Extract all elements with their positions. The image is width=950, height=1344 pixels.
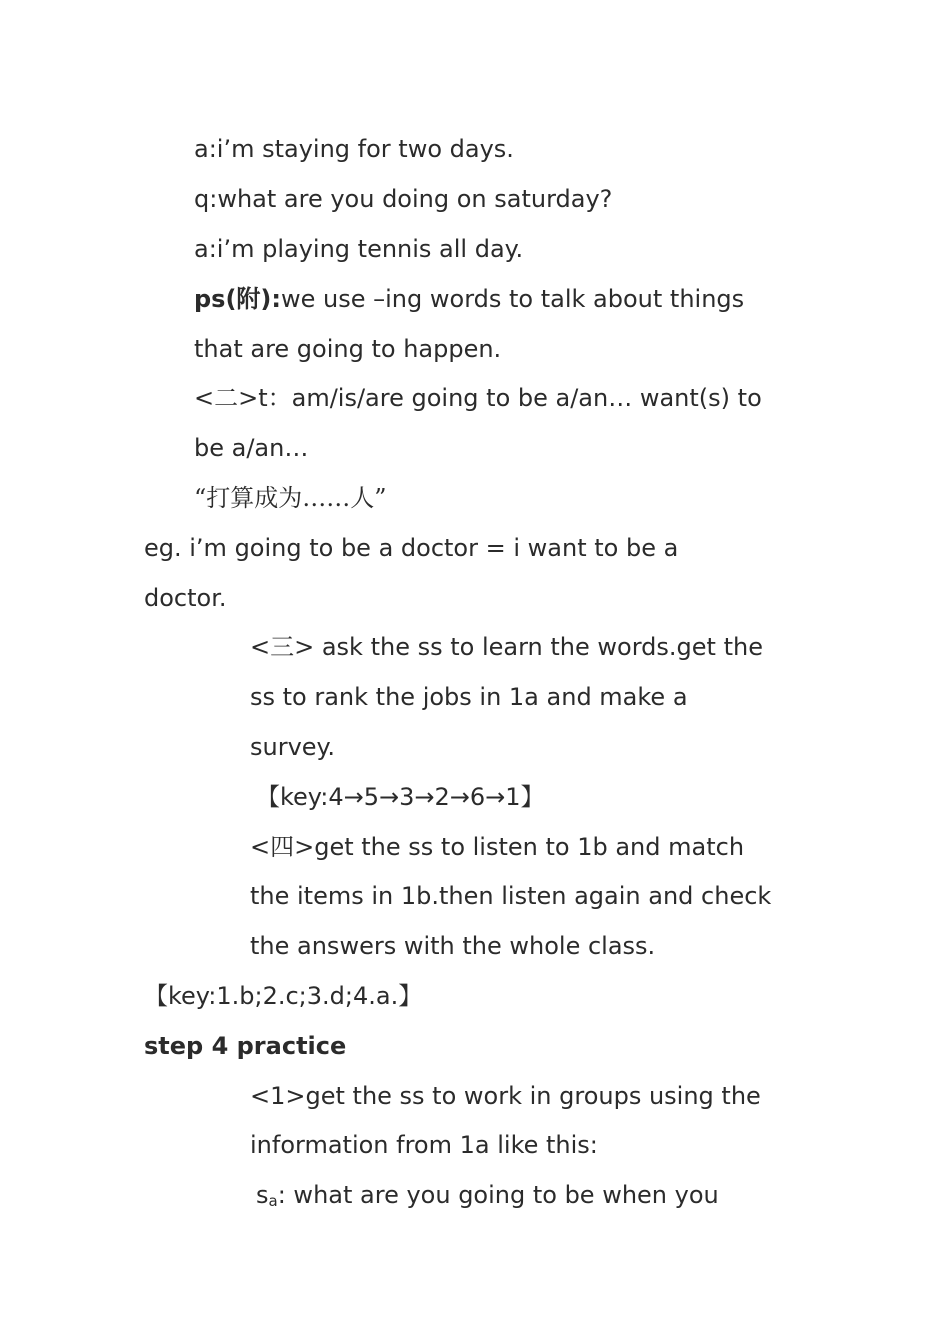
- text-line: be a/an…: [194, 434, 309, 462]
- section-text: ask the ss to learn the words.get the: [314, 633, 763, 661]
- text-line: <1>get the ss to work in groups using the: [250, 1082, 761, 1110]
- speaker-subscript: a: [268, 1192, 278, 1210]
- text-line: [250, 632, 763, 662]
- answer-key-line: 【key:1.b;2.c;3.d;4.a.】: [144, 982, 423, 1010]
- text-line: [194, 284, 744, 314]
- section-marker: <二>: [194, 384, 259, 412]
- dialogue-text: : what are you going to be when you: [277, 1181, 719, 1209]
- text-line: q:what are you doing on saturday?: [194, 185, 613, 213]
- text-line: the items in 1b.then listen again and check: [250, 882, 772, 910]
- text-line: the answers with the whole class.: [250, 932, 656, 960]
- text-line: [250, 832, 744, 862]
- text-line: doctor.: [144, 584, 227, 612]
- ps-text: we use –ing words to talk about things: [281, 285, 745, 313]
- text-line: that are going to happen.: [194, 335, 502, 363]
- text-line: [256, 1180, 719, 1216]
- step-heading: step 4 practice: [144, 1032, 347, 1060]
- answer-key-line: 【key:4→5→3→2→6→1】: [256, 783, 545, 811]
- speaker-label: s: [256, 1181, 269, 1209]
- text-line: a:i’m playing tennis all day.: [194, 235, 524, 263]
- section-marker: <三>: [250, 633, 315, 661]
- section-text: t：am/is/are going to be a/an… want(s) to: [258, 384, 762, 412]
- text-line: eg. i’m going to be a doctor = i want to be a: [144, 534, 679, 562]
- text-line: a:i’m staying for two days.: [194, 135, 514, 163]
- text-line: ss to rank the jobs in 1a and make a: [250, 683, 688, 711]
- text-line: survey.: [250, 733, 335, 761]
- section-marker: <四>: [250, 833, 315, 861]
- section-text: get the ss to listen to 1b and match: [314, 833, 745, 861]
- text-line: [194, 383, 762, 413]
- text-line: information from 1a like this:: [250, 1131, 598, 1159]
- ps-label: ps(附):: [194, 285, 281, 313]
- text-line: “打算成为……人”: [194, 484, 387, 512]
